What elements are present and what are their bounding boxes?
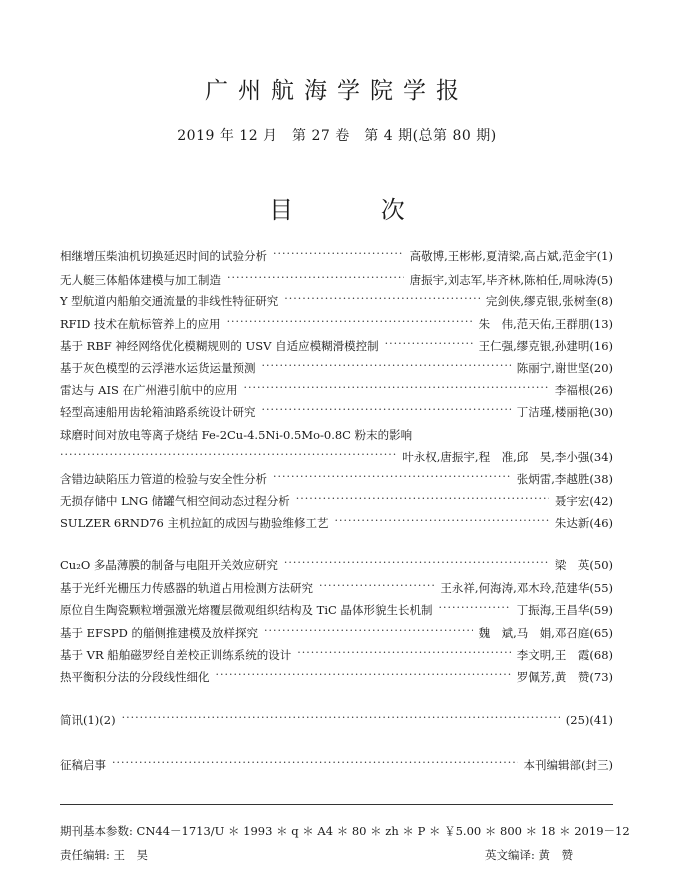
- article-authors-page: 唐振宇,刘志军,毕齐林,陈柏任,周咏涛(5): [409, 273, 613, 287]
- toc-entry[interactable]: [60, 358, 613, 378]
- call-for-papers-source: 本刊编辑部(封三): [523, 758, 613, 772]
- article-title: 雷达与 AIS 在广州港引航中的应用: [60, 383, 238, 397]
- article-title: 基于 EFSPD 的艏侧推建模及放样探究: [60, 626, 259, 640]
- article-authors-page: 陈丽宁,谢世坚(20): [516, 361, 613, 375]
- leader-dots: [284, 294, 480, 308]
- briefs-title: 简讯(1)(2): [60, 713, 116, 727]
- leader-dots: [319, 581, 434, 595]
- article-authors-page: 完剑侠,缪克银,张树奎(8): [485, 294, 613, 308]
- toc-entry[interactable]: [60, 270, 613, 290]
- article-title: 原位自生陶瓷颗粒增强激光熔覆层微观组织结构及 TiC 晶体形貌生长机制: [60, 603, 433, 617]
- article-authors-page: 朱 伟,范天佑,王群朋(13): [478, 317, 613, 331]
- leader-dots: [438, 603, 510, 617]
- toc-entry[interactable]: [60, 555, 613, 575]
- article-title: 相继增压柴油机切换延迟时间的试验分析: [60, 249, 267, 263]
- toc-entry[interactable]: [60, 667, 613, 687]
- leader-dots: [112, 758, 518, 772]
- article-title: 无人艇三体船体建模与加工制造: [60, 273, 221, 287]
- article-authors-page: 丁振海,王昌华(59): [516, 603, 613, 617]
- article-title: 含错边缺陷压力管道的检验与安全性分析: [60, 472, 267, 486]
- toc-entry[interactable]: [60, 291, 613, 311]
- leader-dots: [244, 383, 549, 397]
- toc-entry[interactable]: [60, 469, 613, 489]
- article-authors-page: 梁 英(50): [554, 558, 613, 572]
- article-authors-page: 叶永权,唐振宇,程 准,邱 昊,李小强(34): [402, 450, 613, 464]
- article-authors-page: 高敬博,王彬彬,夏清梁,高占斌,范金宇(1): [409, 249, 613, 263]
- article-authors-page: 罗佩芳,黄 赞(73): [516, 670, 613, 684]
- toc-entry[interactable]: [60, 645, 613, 665]
- toc-entry[interactable]: [60, 578, 613, 598]
- leader-dots: [216, 670, 511, 684]
- article-title: RFID 技术在航标管养上的应用: [60, 317, 221, 331]
- leader-dots: [264, 626, 473, 640]
- article-title: 球磨时间对放电等离子烧结 Fe-2Cu-4.5Ni-0.5Mo-0.8C 粉末的影响: [60, 428, 413, 442]
- toc-entry[interactable]: [60, 314, 613, 334]
- toc-entry[interactable]: [60, 336, 613, 356]
- toc-entry[interactable]: [60, 402, 613, 422]
- briefs-pages: (25)(41): [565, 713, 613, 727]
- leader-dots: [262, 405, 511, 419]
- responsible-editor: 责任编辑: 王 昊: [60, 848, 149, 862]
- leader-dots: [334, 516, 548, 530]
- article-title: Y 型航道内船舶交通流量的非线性特征研究: [60, 294, 279, 308]
- article-title: 基于 VR 船舶磁罗经自差校正训练系统的设计: [60, 648, 292, 662]
- toc-entry[interactable]: [60, 513, 613, 533]
- toc-entry-call-for-papers[interactable]: [60, 755, 613, 775]
- article-authors-page: 王仁强,缪克银,孙建明(16): [478, 339, 613, 353]
- toc-heading: 目 次: [269, 196, 445, 224]
- leader-dots: [297, 648, 510, 662]
- toc-entry[interactable]: [60, 600, 613, 620]
- toc-entry[interactable]: [60, 491, 613, 511]
- article-title: Cu₂O 多晶薄膜的制备与电阻开关效应研究: [60, 558, 278, 572]
- journal-title: 广州航海学院学报: [205, 78, 469, 104]
- article-title: 基于光纤光栅压力传感器的轨道占用检测方法研究: [60, 581, 313, 595]
- article-title: 基于灰色模型的云浮港水运货运量预测: [60, 361, 256, 375]
- article-authors-page: 朱达新(46): [554, 516, 613, 530]
- leader-dots: [227, 273, 404, 287]
- leader-dots: [273, 472, 511, 486]
- english-editor: 英文编译: 黄 赞: [484, 848, 573, 862]
- toc-entry[interactable]: [60, 380, 613, 400]
- call-for-papers-title: 征稿启事: [60, 758, 106, 772]
- article-title: SULZER 6RND76 主机拉缸的成因与勘验维修工艺: [60, 516, 329, 530]
- article-authors-page: 李文明,王 霞(68): [516, 648, 613, 662]
- article-authors-page: 聂宇宏(42): [554, 494, 613, 508]
- article-title: 无损存储中 LNG 储罐气相空间动态过程分析: [60, 494, 290, 508]
- article-title: 基于 RBF 神经网络优化模糊规则的 USV 自适应模糊滑模控制: [60, 339, 379, 353]
- article-title: 热平衡积分法的分段线性细化: [60, 670, 210, 684]
- leader-dots: [262, 361, 511, 375]
- toc-entry-briefs[interactable]: [60, 710, 613, 730]
- toc-entry[interactable]: [60, 623, 613, 643]
- leader-dots: [296, 494, 549, 508]
- editors-line: [60, 847, 613, 863]
- basic-params: 期刊基本参数: CN44－1713/U ＊ 1993 ＊ q ＊ A4 ＊ 80 ＊ zh ＊ P ＊ ￥5.00 ＊ 800 ＊ 18 ＊ 2019－12: [60, 824, 630, 838]
- footer-divider: [60, 804, 613, 805]
- article-authors-page: 李福根(26): [554, 383, 613, 397]
- article-authors-page: 王永祥,何海涛,邓木玲,范建华(55): [440, 581, 613, 595]
- issue-line: 2019 年 12 月 第 27 卷 第 4 期(总第 80 期): [177, 128, 497, 144]
- leader-dots: [227, 317, 473, 331]
- leader-dots: [385, 339, 473, 353]
- article-title: 轻型高速船用齿轮箱油路系统设计研究: [60, 405, 256, 419]
- leader-dots: [60, 450, 396, 464]
- leader-dots: [284, 558, 549, 572]
- toc-entry[interactable]: [60, 246, 613, 266]
- article-authors-page: 丁洁瑾,楼丽艳(30): [516, 405, 613, 419]
- article-authors-page: 魏 斌,马 娟,邓召庭(65): [478, 626, 613, 640]
- leader-dots: [273, 249, 404, 263]
- toc-entry-continuation[interactable]: [60, 447, 613, 467]
- leader-dots: [122, 713, 560, 727]
- article-authors-page: 张炳雷,李越胜(38): [516, 472, 613, 486]
- toc-entry[interactable]: [60, 425, 613, 445]
